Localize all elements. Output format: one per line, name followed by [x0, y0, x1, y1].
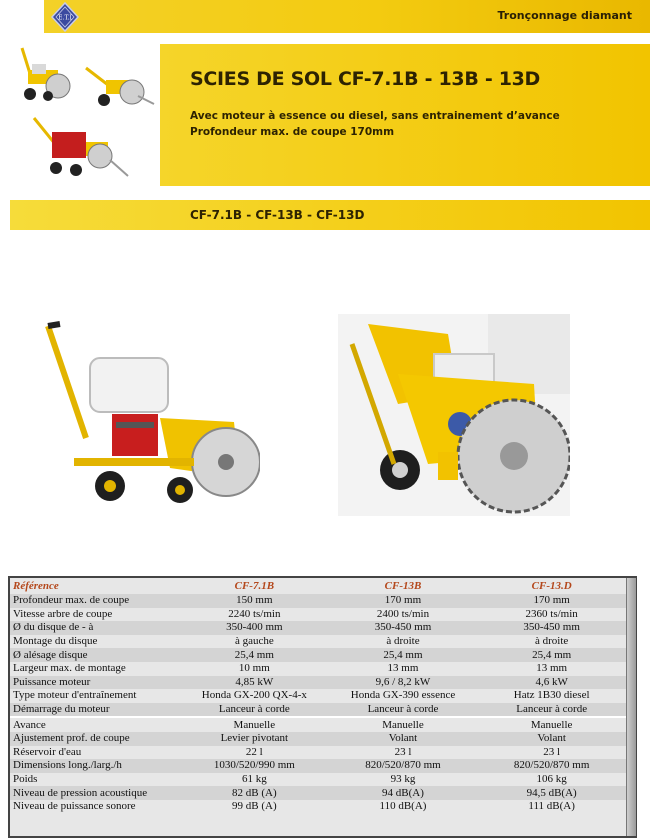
photo-floor-saw-cf13	[338, 314, 570, 516]
spec-value: Hatz 1B30 diesel	[513, 689, 590, 702]
spec-value: 350-400 mm	[180, 621, 329, 635]
header-cf13b: CF-13B	[329, 578, 478, 594]
spec-value: 99 dB (A)	[232, 800, 277, 813]
hero-subtitle-drive: Avec moteur à essence ou diesel, sans entrainement d’avance	[190, 110, 560, 122]
spec-value: 820/520/870 mm	[329, 759, 478, 773]
spec-row	[10, 773, 626, 787]
spec-value: 150 mm	[180, 594, 329, 608]
spec-value: Manuelle	[530, 718, 573, 731]
spec-label: Avance	[13, 718, 46, 731]
header-cf71b: CF-7.1B	[180, 578, 329, 594]
spec-value: 111 dB(A)	[528, 800, 575, 813]
spec-value: 106 kg	[536, 773, 567, 786]
spec-label: Vitesse arbre de coupe	[13, 607, 113, 620]
spec-value: 9,6 / 8,2 kW	[329, 676, 478, 690]
spec-value: 110 dB(A)	[379, 800, 427, 813]
spec-label: Puissance moteur	[10, 676, 180, 690]
spec-value: à droite	[535, 635, 569, 648]
spec-value: 2400 ts/min	[376, 607, 430, 620]
spec-row	[10, 676, 626, 690]
spec-value: 4,85 kW	[180, 676, 329, 690]
spec-label: Dimensions long./larg./h	[10, 759, 180, 773]
spec-row	[10, 800, 626, 814]
spec-row	[10, 732, 626, 746]
spec-value: à gauche	[234, 635, 274, 648]
spec-row	[10, 718, 626, 732]
spec-value: 170 mm	[329, 594, 478, 608]
spec-label: Ø alésage disque	[10, 648, 180, 662]
spec-value: Honda GX-390 essence	[350, 689, 456, 702]
spec-value: Lanceur à corde	[477, 703, 626, 717]
spec-row	[10, 594, 626, 608]
spec-table-panel	[8, 576, 637, 838]
spec-label: Montage du disque	[13, 635, 98, 648]
models-title: CF-7.1B - CF-13B - CF-13D	[190, 208, 365, 222]
spec-value: 4,6 kW	[477, 676, 626, 690]
hero-banner	[160, 44, 650, 186]
spec-label: Niveau de puissance sonore	[13, 800, 136, 813]
thumbnail-saw-side	[82, 58, 156, 110]
spec-row	[10, 786, 626, 800]
spec-row	[10, 621, 626, 635]
hero-subtitle-depth: Profondeur max. de coupe 170mm	[190, 126, 395, 138]
spec-label: Type moteur d'entraînement	[13, 689, 137, 702]
spec-label: Profondeur max. de coupe	[10, 594, 180, 608]
spec-value: 61 kg	[241, 773, 267, 786]
spec-value: 25,4 mm	[477, 648, 626, 662]
spec-value: Levier pivotant	[180, 732, 329, 746]
spec-value: 25,4 mm	[180, 648, 329, 662]
spec-label: Poids	[13, 773, 38, 786]
spec-row	[10, 648, 626, 662]
spec-row	[10, 689, 626, 703]
spec-value: Honda GX-200 QX-4-x	[201, 689, 307, 702]
spec-label: Ajustement prof. de coupe	[10, 732, 180, 746]
spec-value: 170 mm	[477, 594, 626, 608]
spec-row	[10, 662, 626, 676]
spec-value: 350-450 mm	[477, 621, 626, 635]
spec-value: Lanceur à corde	[329, 703, 478, 717]
spec-value: 1030/520/990 mm	[180, 759, 329, 773]
spec-label: Démarrage du moteur	[10, 703, 180, 717]
spec-value: 13 mm	[387, 662, 419, 675]
thumbnail-saw-front	[10, 40, 76, 106]
models-band	[10, 200, 650, 230]
spec-value: 82 dB (A)	[180, 786, 329, 800]
spec-value: 2240 ts/min	[228, 607, 281, 620]
spec-value: 23 l	[543, 745, 561, 758]
spec-value: 350-450 mm	[329, 621, 478, 635]
spec-value: 22 l	[245, 745, 263, 758]
company-logo	[50, 2, 80, 32]
thumbnail-saw-engine	[30, 112, 130, 182]
hero-title: SCIES DE SOL CF-7.1B - 13B - 13D	[190, 68, 541, 90]
spec-value: 2360 ts/min	[525, 607, 578, 620]
header-cf13d: CF-13.D	[477, 578, 626, 594]
spec-value: 10 mm	[238, 662, 270, 675]
spec-value: Volant	[477, 732, 626, 746]
spec-label: Réservoir d'eau	[13, 745, 82, 758]
spec-value: 94 dB(A)	[329, 786, 478, 800]
spec-value: 820/520/870 mm	[477, 759, 626, 773]
spec-row	[10, 759, 626, 773]
section-title: Tronçonnage diamant	[497, 9, 632, 22]
spec-value: à droite	[386, 635, 420, 648]
spec-label: Ø du disque de - à	[10, 621, 180, 635]
spec-label: Largeur max. de montage	[13, 662, 126, 675]
spec-value: Manuelle	[233, 718, 276, 731]
spec-value: Manuelle	[382, 718, 424, 731]
spec-row	[10, 608, 626, 622]
photo-floor-saw-cf71b	[20, 318, 260, 510]
spec-row	[10, 703, 626, 717]
spec-side-scrollbar	[626, 578, 636, 836]
spec-table	[10, 578, 626, 814]
spec-value: 94,5 dB(A)	[477, 786, 626, 800]
top-header-bar	[44, 0, 650, 33]
spec-value: Volant	[329, 732, 478, 746]
spec-value: 25,4 mm	[329, 648, 478, 662]
spec-header-row	[10, 578, 626, 594]
spec-value: Lanceur à corde	[180, 703, 329, 717]
spec-label: Niveau de pression acoustique	[10, 786, 180, 800]
header-reference: Référence	[10, 578, 180, 594]
spec-value: 13 mm	[536, 662, 568, 675]
spec-value: 23 l	[394, 745, 412, 758]
spec-value: 93 kg	[390, 773, 416, 786]
svg-text:E.T.I: E.T.I	[58, 14, 72, 22]
spec-row	[10, 746, 626, 760]
spec-row	[10, 635, 626, 649]
